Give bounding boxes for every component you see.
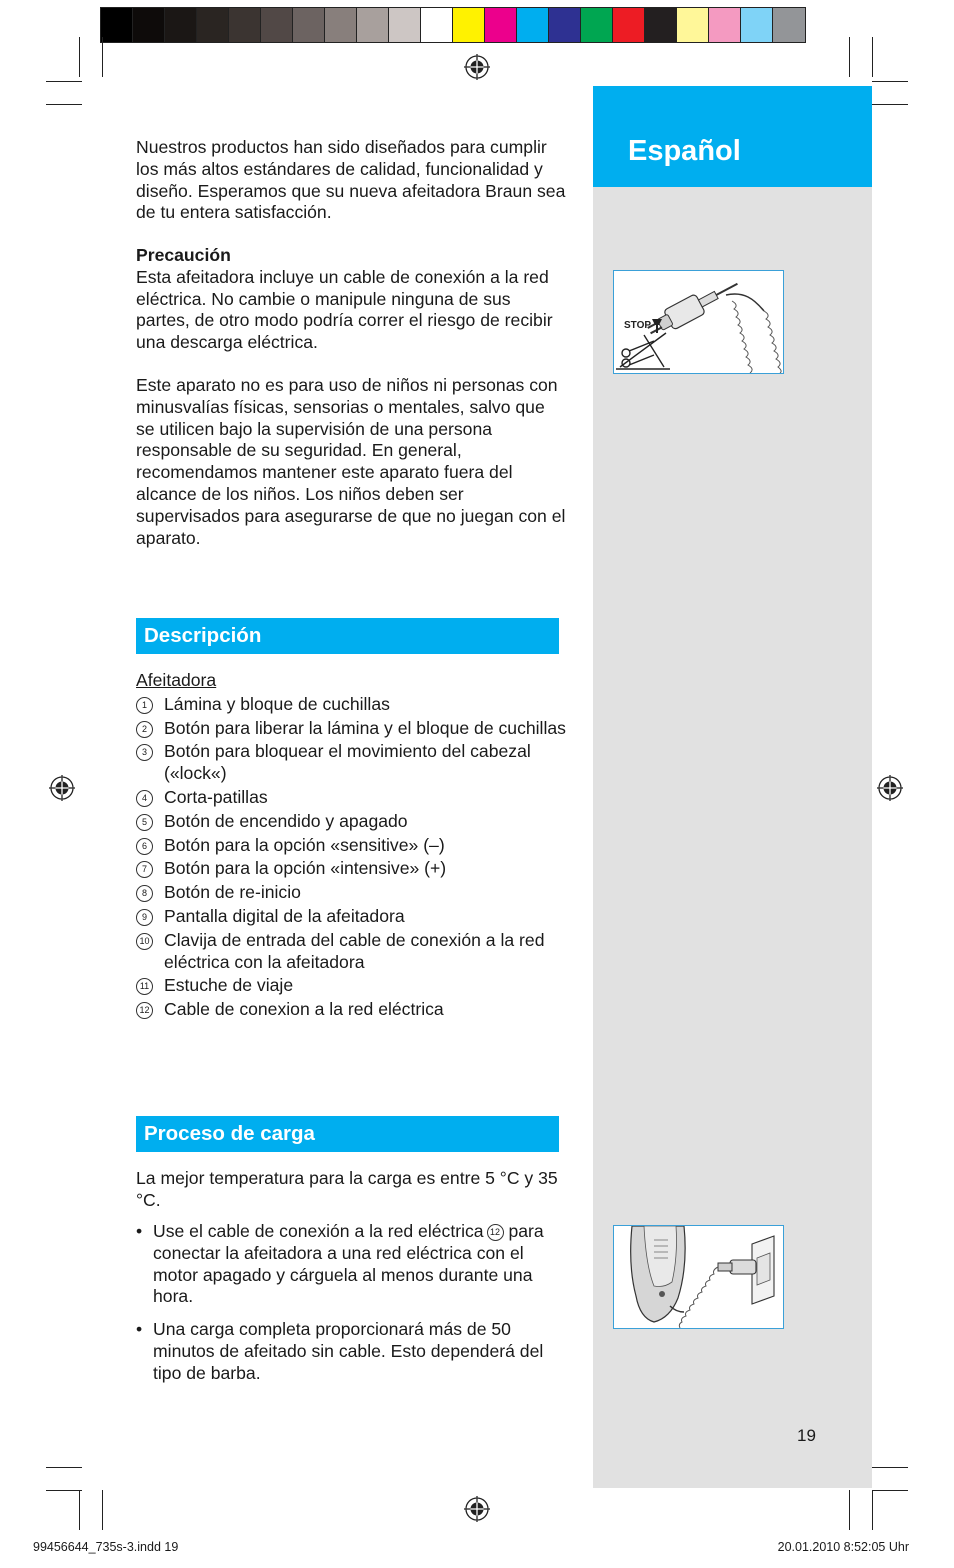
list-item (136, 741, 566, 785)
charging-section-title: Proceso de carga (144, 1122, 315, 1145)
crop-mark (79, 1490, 80, 1530)
crop-mark (46, 1467, 82, 1468)
callout-number-icon: 4 (136, 790, 153, 807)
charging-bullet-1-text-b: para conectar la afeitadora a una red eléctrica con el motor apagado y cárguela al menos durante una hora. (153, 1221, 544, 1307)
stop-label: STOP (624, 320, 652, 331)
children-warning (136, 375, 566, 549)
list-item (136, 906, 566, 928)
crop-mark (46, 1490, 82, 1491)
list-item (136, 718, 566, 740)
color-swatch (453, 8, 485, 42)
list-item (136, 999, 566, 1021)
crop-mark (79, 37, 80, 77)
charging-temperature (136, 1168, 566, 1212)
callout-number-icon: 10 (136, 933, 153, 950)
callout-number-icon: 8 (136, 885, 153, 902)
page-number: 19 (797, 1426, 816, 1445)
crop-mark (872, 1490, 873, 1530)
crop-mark (849, 37, 850, 77)
description-section-title: Descripción (144, 624, 262, 647)
color-swatch (613, 8, 645, 42)
caution-text: Esta afeitadora incluye un cable de conexión a la red eléctrica. No cambie o manipule ninguna de sus partes, de otro modo podría correr el riesgo de recibir una descarga eléctrica. (136, 266, 553, 353)
callout-number-icon: 3 (136, 744, 153, 761)
charging-bullet-2: Una carga completa proporcionará más de 50 minutos de afeitado sin cable. Esto dependerá del tipo de barba. (153, 1319, 544, 1383)
plug-warning-illustration (613, 270, 784, 374)
list-item (136, 882, 566, 904)
caution-heading: Precaución (136, 245, 231, 265)
parts-list (136, 670, 566, 1021)
part-label: Cable de conexion a la red eléctrica (164, 999, 444, 1020)
color-swatch (101, 8, 133, 42)
charging-bullet-1-text-a: Use el cable de conexión a la red eléctrica (153, 1221, 484, 1241)
part-label: Lámina y bloque de cuchillas (164, 693, 390, 714)
children-warning-text: Este aparato no es para uso de niños ni personas con minusvalías físicas, sensorias o mentales, salvo que se utilicen bajo la supervisión de una persona responsable de su seguridad. En general, recomendamos mantener este aparato fuera del alcance de los niños. Los niños deben ser supervisados para asegurarse de que no juegan con el aparato. (136, 375, 566, 548)
color-swatch (389, 8, 421, 42)
color-swatch (677, 8, 709, 42)
bullet-icon: • (136, 1221, 143, 1241)
part-label: Clavija de entrada del cable de conexión a la red eléctrica con la afeitadora (164, 929, 545, 972)
crop-mark (46, 104, 82, 105)
color-swatch (709, 8, 741, 42)
shaver-charging-illustration (613, 1225, 784, 1329)
callout-number-icon: 7 (136, 861, 153, 878)
list-item (136, 1319, 566, 1384)
parts-caption: Afeitadora (136, 670, 217, 690)
color-swatch (421, 8, 453, 42)
list-item (136, 858, 566, 880)
crop-mark (849, 1490, 850, 1530)
callout-number-icon: 11 (136, 978, 153, 995)
registration-mark-icon (877, 775, 903, 801)
list-item (136, 694, 566, 716)
callout-number-icon: 1 (136, 697, 153, 714)
print-color-bar (100, 7, 806, 43)
footer-file-info: 99456644_735s-3.indd 19 (33, 1540, 179, 1554)
color-swatch (741, 8, 773, 42)
part-label: Botón de encendido y apagado (164, 810, 408, 831)
crop-mark (872, 81, 908, 82)
caution-block (136, 245, 566, 354)
color-swatch (581, 8, 613, 42)
color-swatch (517, 8, 549, 42)
part-label: Botón de re-inicio (164, 882, 301, 903)
part-label: Botón para la opción «intensive» (+) (164, 858, 447, 879)
callout-number-icon: 9 (136, 909, 153, 926)
color-swatch (645, 8, 677, 42)
registration-mark-icon (464, 54, 490, 80)
part-label: Botón para la opción «sensitive» (–) (164, 834, 445, 855)
part-label: Corta-patillas (164, 786, 268, 807)
list-item (136, 975, 566, 997)
callout-number-icon: 12 (136, 1002, 153, 1019)
color-swatch (261, 8, 293, 42)
intro-text: Nuestros productos han sido diseñados para cumplir los más altos estándares de calidad, funcionalidad y diseño. Esperamos que su nueva afeitadora Braun sea de tu entera satisfacción. (136, 137, 566, 223)
charging-bullets (136, 1221, 566, 1396)
color-swatch (485, 8, 517, 42)
bullet-icon: • (136, 1319, 143, 1340)
list-item (136, 811, 566, 833)
callout-number-icon: 12 (487, 1224, 504, 1241)
color-swatch (357, 8, 389, 42)
color-swatch (325, 8, 357, 42)
language-title: Español (628, 135, 741, 167)
crop-mark (46, 81, 82, 82)
charging-temperature-text: La mejor temperatura para la carga es entre 5 °C y 35 °C. (136, 1168, 558, 1210)
registration-mark-icon (49, 775, 75, 801)
list-item (136, 835, 566, 857)
part-label: Botón para liberar la lámina y el bloque de cuchillas (164, 717, 566, 738)
registration-mark-icon (464, 1496, 490, 1522)
crop-mark (102, 37, 103, 77)
list-item (136, 1221, 566, 1308)
shaver-socket-icon (614, 1226, 783, 1328)
crop-mark (872, 1467, 908, 1468)
crop-mark (872, 1490, 908, 1491)
color-swatch (293, 8, 325, 42)
color-swatch (773, 8, 805, 42)
color-swatch (165, 8, 197, 42)
callout-number-icon: 6 (136, 838, 153, 855)
callout-number-icon: 2 (136, 721, 153, 738)
crop-mark (102, 1490, 103, 1530)
color-swatch (197, 8, 229, 42)
list-item (136, 787, 566, 809)
part-label: Botón para bloquear el movimiento del cabezal («lock«) (164, 741, 531, 784)
color-swatch (229, 8, 261, 42)
list-item (136, 930, 566, 974)
plug-stop-icon (614, 271, 783, 373)
callout-number-icon: 5 (136, 814, 153, 831)
crop-mark (872, 37, 873, 77)
footer-timestamp: 20.01.2010 8:52:05 Uhr (777, 1540, 909, 1554)
color-swatch (549, 8, 581, 42)
part-label: Estuche de viaje (164, 975, 294, 996)
part-label: Pantalla digital de la afeitadora (164, 905, 405, 926)
crop-mark (872, 104, 908, 105)
color-swatch (133, 8, 165, 42)
intro-paragraph (136, 137, 566, 224)
charging-bullet-1 (153, 1221, 566, 1308)
